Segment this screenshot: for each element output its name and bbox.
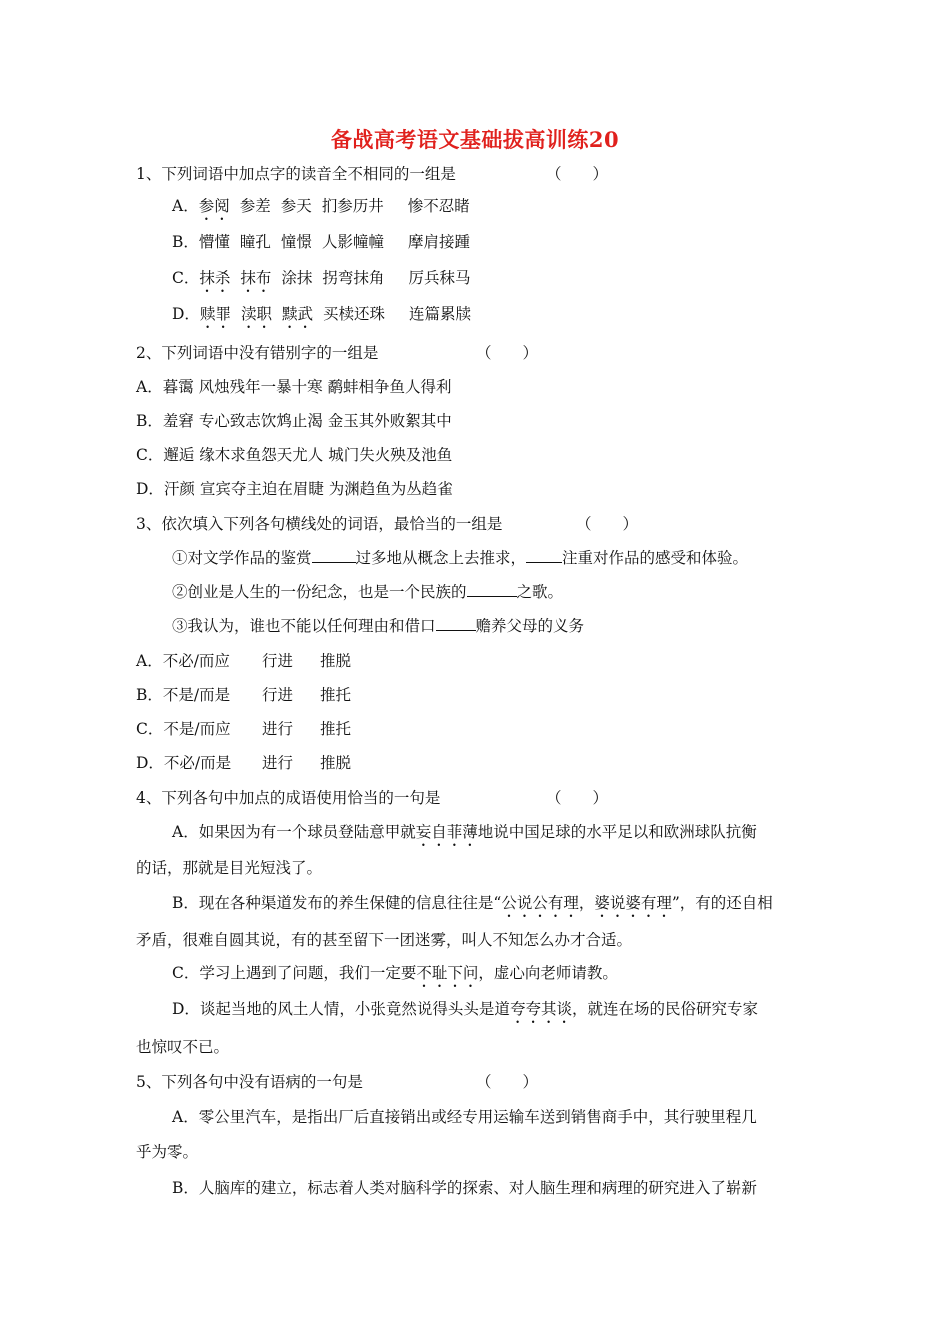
q3-sentence-2: ②创业是人生的一份纪念，也是一个民族的 之歌。: [172, 583, 564, 601]
q3-option-b: B．不是/而是 行进 推托: [136, 686, 352, 704]
question-2-stem: 2、下列词语中没有错别字的一组是 （ ）: [136, 344, 539, 362]
q2-option-a: A．暮霭 风烛残年一暴十寒 鹬蚌相争鱼人得利: [136, 378, 452, 396]
answer-paren: （ ）: [546, 165, 609, 183]
question-1-stem: 1、下列词语中加点字的读音全不相同的一组是 （ ）: [136, 165, 609, 183]
q2-option-c: C．邂逅 缘木求鱼怨天尤人 城门失火殃及池鱼: [136, 446, 453, 464]
q3-option-d: D．不必/而是 进行 推脱: [136, 754, 352, 772]
fill-blank: [436, 616, 476, 631]
q4-option-b-cont: 矛盾，很难自圆其说，有的甚至留下一团迷雾，叫人不知怎么办才合适。: [136, 931, 633, 949]
q2-option-d: D．汗颜 宣宾夺主迫在眉睫 为渊趋鱼为丛趋雀: [136, 480, 453, 498]
question-5-stem: 5、下列各句中没有语病的一句是 （ ）: [136, 1073, 539, 1091]
fill-blank: [467, 582, 517, 597]
q4-option-d-cont: 也惊叹不已。: [136, 1038, 230, 1056]
q5-option-a: A．零公里汽车，是指出厂后直接销出或经专用运输车送到销售商手中，其行驶里程几: [172, 1108, 757, 1126]
q3-option-c: C．不是/而应 进行 推托: [136, 720, 352, 738]
q4-option-b: B．现在各种渠道发布的养生保健的信息往往是“公说公有理，婆说婆有理”，有的还自相: [172, 894, 773, 912]
q4-option-c: C．学习上遇到了问题，我们一定要不耻下问，虚心向老师请教。: [172, 964, 618, 982]
q4-option-a: A．如果因为有一个球员登陆意甲就妄自菲薄地说中国足球的水平足以和欧洲球队抗衡: [172, 823, 757, 841]
q4-option-a-cont: 的话，那就是目光短浅了。: [136, 859, 323, 877]
q5-option-b: B．人脑库的建立，标志着人类对脑科学的探索、对人脑生理和病理的研究进入了崭新: [172, 1179, 757, 1197]
answer-paren: （ ）: [476, 1073, 539, 1091]
fill-blank: [312, 548, 356, 563]
q3-option-a: A．不必/而应 行进 推脱: [136, 652, 352, 670]
fill-blank: [526, 548, 562, 563]
answer-paren: （ ）: [546, 789, 609, 807]
question-3-stem: 3、依次填入下列各句横线处的词语，最恰当的一组是 （ ）: [136, 515, 639, 533]
q5-option-a-cont: 乎为零。: [136, 1143, 199, 1161]
answer-paren: （ ）: [476, 344, 539, 362]
q3-sentence-1: ①对文学作品的鉴赏 过多地从概念上去推求， 注重对作品的感受和体验。: [172, 549, 749, 567]
q1-option-c: C．抹杀 抹布 涂抹 拐弯抹角 厉兵秣马: [172, 269, 471, 287]
q2-option-b: B．羞窘 专心致志饮鸩止渴 金玉其外败絮其中: [136, 412, 452, 430]
q1-option-b: B．懵懂 瞳孔 憧憬 人影幢幢 摩肩接踵: [172, 233, 470, 251]
q1-option-d: D．赎罪 渎职 黩武 买椟还珠 连篇累牍: [172, 305, 472, 323]
document-title: 备战高考语文基础拔高训练20: [330, 127, 620, 152]
q4-option-d: D．谈起当地的风土人情，小张竟然说得头头是道夸夸其谈，就连在场的民俗研究专家: [172, 1000, 758, 1018]
q3-sentence-3: ③我认为，谁也不能以任何理由和借口 赡养父母的义务: [172, 617, 585, 635]
question-4-stem: 4、下列各句中加点的成语使用恰当的一句是 （ ）: [136, 789, 609, 807]
answer-paren: （ ）: [576, 515, 639, 533]
q1-option-a: A．参阅 参差 参天 扪参历井 惨不忍睹: [172, 197, 470, 215]
